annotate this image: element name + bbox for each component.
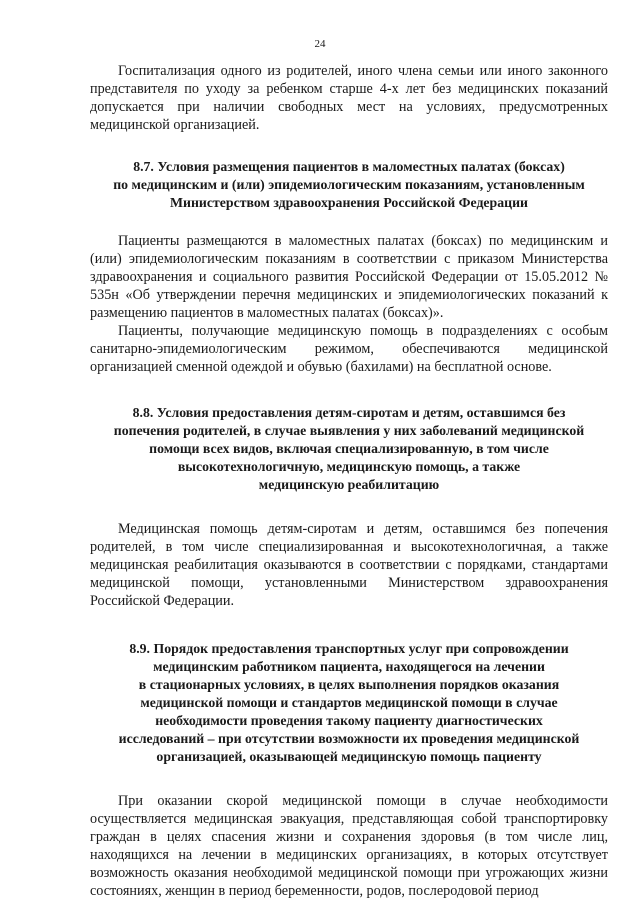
heading-line: необходимости проведения такому пациенту диагностических xyxy=(155,713,543,728)
heading-line: исследований – при отсутствии возможности их проведения медицинской xyxy=(118,731,580,746)
heading-line: в стационарных условиях, в целях выполнения порядков оказания xyxy=(138,677,560,692)
heading-line: помощи всех видов, включая специализированную, в том числе xyxy=(149,441,549,456)
heading-line: высокотехнологичную, медицинскую помощь, а также xyxy=(177,459,521,474)
heading-line: медицинскую реабилитацию xyxy=(258,477,440,492)
section-8-9-heading xyxy=(90,640,608,766)
document-body xyxy=(90,62,608,900)
heading-line: Министерством здравоохранения Российской Федерации xyxy=(170,195,528,210)
heading-line: 8.9. Порядок предоставления транспортных услуг при сопровождении xyxy=(129,641,569,656)
section-8-8-heading xyxy=(90,404,608,494)
page-number: 24 xyxy=(314,38,326,50)
paragraph-intro: Госпитализация одного из родителей, иного члена семьи или иного законного представителя по уходу за ребенком старше 4-х лет без медицинских показаний допускается при наличии свободных мест на условиях, предусмотренных медицинской организацией. xyxy=(90,63,608,133)
paragraph-8-8: Медицинская помощь детям-сиротам и детям, оставшимся без попечения родителей, в том числе специализированная и высокотехнологичная, а также медицинская реабилитация оказываются в соответствии с порядками, стандартами медицинской помощи, установленными Министерством здравоохранения Российской Федерации. xyxy=(90,521,608,609)
heading-line: медицинской помощи и стандартов медицинской помощи в случае xyxy=(140,695,558,710)
paragraph-8-7-2: Пациенты, получающие медицинскую помощь в подразделениях с особым санитарно-эпидемиологическим режимом, обеспечиваются медицинской организацией сменной одеждой и обувью (бахилами) на бесплатной основе. xyxy=(90,323,608,375)
heading-line: 8.8. Условия предоставления детям-сиротам и детям, оставшимся без xyxy=(132,405,566,420)
heading-line: попечения родителей, в случае выявления у них заболеваний медицинской xyxy=(113,423,585,438)
heading-line: 8.7. Условия размещения пациентов в маломестных палатах (боксах) xyxy=(133,159,565,174)
heading-line: медицинским работником пациента, находящегося на лечении xyxy=(153,659,545,674)
section-8-7-heading xyxy=(90,158,608,212)
heading-line: организацией, оказывающей медицинскую помощь пациенту xyxy=(156,749,542,764)
paragraph-8-7-1: Пациенты размещаются в маломестных палатах (боксах) по медицинским и (или) эпидемиологическим показаниям в соответствии с приказом Министерства здравоохранения и социального развития Российской Федерации от 15.05.2012 № 535н «Об утверждении перечня медицинских и эпидемиологических показаний к размещению пациентов в маломестных палатах (боксах)». xyxy=(90,233,608,321)
paragraph-8-9: При оказании скорой медицинской помощи в случае необходимости осуществляется медицинская эвакуация, представляющая собой транспортировку граждан в целях спасения жизни и сохранения здоровья (в том числе лиц, находящихся на лечении в медицинских организациях, в которых отсутствует возможность оказания необходимой медицинской помощи при угрожающих жизни состояниях, женщин в период беременности, родов, послеродовой период xyxy=(90,793,608,899)
heading-line: по медицинским и (или) эпидемиологическим показаниям, установленным xyxy=(113,177,585,192)
